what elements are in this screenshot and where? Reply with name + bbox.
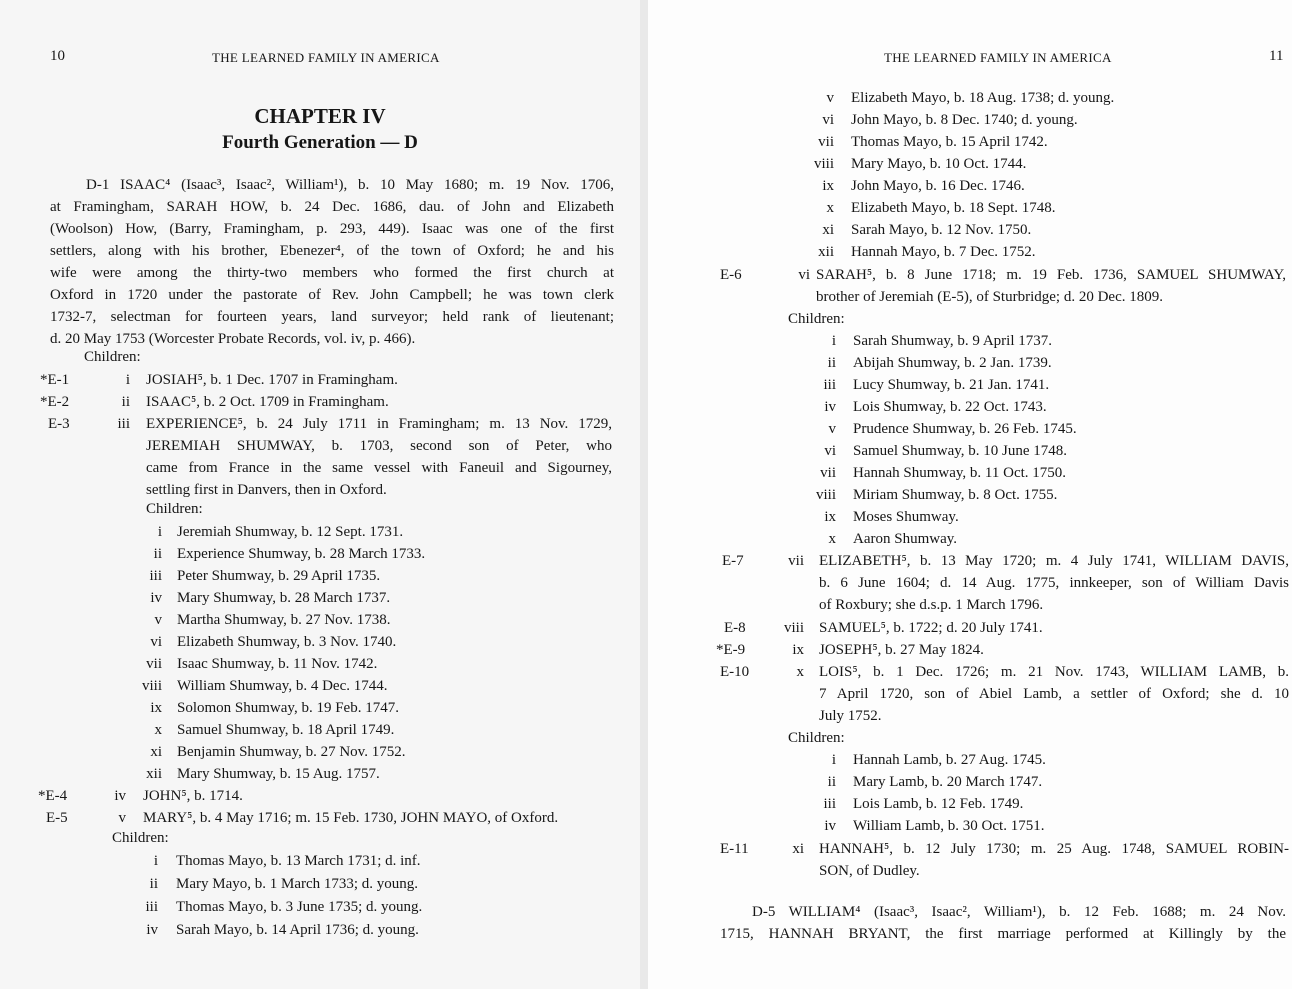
child-text: Peter Shumway, b. 29 April 1735. [177, 568, 381, 584]
entry-id: E-10 [720, 664, 750, 680]
child-text: Mary Shumway, b. 15 Aug. 1757. [177, 766, 380, 782]
entry-id: *E-2 [40, 394, 70, 410]
d1-line-8: d. 20 May 1753 (Worcester Probate Records, vol. iv, p. 466). [50, 331, 416, 347]
roman-numeral: xi [822, 222, 834, 238]
e3-line-2: JEREMIAH SHUMWAY, b. 1703, second son of Peter, who [146, 438, 612, 454]
running-head-right: THE LEARNED FAMILY IN AMERICA [884, 50, 1112, 65]
child-text: Aaron Shumway. [853, 531, 958, 547]
d1-line-2: at Framingham, SARAH HOW, b. 24 Dec. 1686, dau. of John and Elizabeth [50, 199, 614, 215]
d1-line-1: D-1 ISAAC⁴ (Isaac³, Isaac², William¹), b. 10 May 1680; m. 19 Nov. 1706, [86, 177, 614, 193]
roman-numeral: ix [150, 700, 162, 716]
roman-numeral: viii [815, 487, 836, 503]
child-text: Sarah Mayo, b. 12 Nov. 1750. [851, 222, 1032, 238]
entry-text: ISAAC⁵, b. 2 Oct. 1709 in Framingham. [146, 394, 389, 410]
child-text: Thomas Mayo, b. 15 April 1742. [851, 134, 1048, 150]
roman-numeral: ii [827, 355, 836, 371]
e10-line-2: 7 April 1720, son of Abiel Lamb, a settler of Oxford; she d. 10 [819, 686, 1289, 702]
d1-line-6: Oxford in 1720 under the pastorate of Rev. John Campbell; he was town clerk [50, 287, 614, 303]
roman-numeral: xii [146, 766, 162, 782]
page-number-right: 11 [1269, 48, 1284, 64]
child-text: Jeremiah Shumway, b. 12 Sept. 1731. [177, 524, 404, 540]
child-text: Sarah Shumway, b. 9 April 1737. [853, 333, 1053, 349]
roman-numeral: xii [818, 244, 834, 260]
d1-line-7: 1732-7, selectman for fourteen years, land surveyor; held rank of lieutenant; [50, 309, 614, 325]
roman-numeral: ii [827, 774, 836, 790]
child-text: Elizabeth Mayo, b. 18 Sept. 1748. [851, 200, 1056, 216]
entry-id: E-8 [724, 620, 746, 636]
running-head-left: THE LEARNED FAMILY IN AMERICA [212, 50, 440, 65]
roman-numeral: ix [822, 178, 834, 194]
roman-numeral: v [118, 810, 126, 826]
child-text: Elizabeth Mayo, b. 18 Aug. 1738; d. young. [851, 90, 1115, 106]
entry-id: *E-4 [38, 788, 68, 804]
entry-id: *E-9 [716, 642, 746, 658]
roman-numeral: i [157, 524, 162, 540]
roman-numeral: vii [818, 134, 834, 150]
roman-numeral: viii [783, 620, 804, 636]
roman-numeral: i [831, 752, 836, 768]
entry-text: MARY⁵, b. 4 May 1716; m. 15 Feb. 1730, JOHN MAYO, of Oxford. [143, 810, 559, 826]
roman-numeral: v [828, 421, 836, 437]
left-page [0, 0, 640, 989]
roman-numeral: iv [824, 399, 836, 415]
chapter-subtitle: Fourth Generation — D [222, 132, 418, 153]
e11-line-1: HANNAH⁵, b. 12 July 1730; m. 25 Aug. 1748, SAMUEL ROBIN- [819, 841, 1289, 857]
roman-numeral: iv [824, 818, 836, 834]
child-text: Thomas Mayo, b. 13 March 1731; d. inf. [176, 853, 421, 869]
child-text: Hannah Lamb, b. 27 Aug. 1745. [853, 752, 1046, 768]
d5-line-1: D-5 WILLIAM⁴ (Isaac³, Isaac², William¹), b. 12 Feb. 1688; m. 24 Nov. [752, 904, 1286, 920]
d1-line-3: (Woolson) How, (Barry, Framingham, p. 293, 449). Isaac was one of the first [50, 221, 614, 237]
page-number-left: 10 [50, 48, 65, 64]
child-text: Mary Mayo, b. 10 Oct. 1744. [851, 156, 1027, 172]
child-text: Lucy Shumway, b. 21 Jan. 1741. [853, 377, 1050, 393]
roman-numeral: iii [117, 416, 130, 432]
children-label: Children: [788, 311, 845, 327]
child-text: Benjamin Shumway, b. 27 Nov. 1752. [177, 744, 406, 760]
e6-line-1: SARAH⁵, b. 8 June 1718; m. 19 Feb. 1736, SAMUEL SHUMWAY, [816, 267, 1286, 283]
child-text: Elizabeth Shumway, b. 3 Nov. 1740. [177, 634, 397, 650]
roman-numeral: vi [798, 267, 810, 283]
roman-numeral: ii [153, 546, 162, 562]
children-label: Children: [146, 501, 203, 517]
roman-numeral: viii [141, 678, 162, 694]
e3-line-1: EXPERIENCE⁵, b. 24 July 1711 in Framingham; m. 13 Nov. 1729, [146, 416, 612, 432]
child-text: Samuel Shumway, b. 18 April 1749. [177, 722, 395, 738]
entry-text: SAMUEL⁵, b. 1722; d. 20 July 1741. [819, 620, 1043, 636]
e10-line-1: LOIS⁵, b. 1 Dec. 1726; m. 21 Nov. 1743, WILLIAM LAMB, b. [819, 664, 1289, 680]
roman-numeral: ii [149, 876, 158, 892]
entry-id: E-6 [720, 267, 742, 283]
entry-text: JOHN⁵, b. 1714. [143, 788, 243, 804]
roman-numeral: vi [824, 443, 836, 459]
roman-numeral: x [796, 664, 804, 680]
d1-line-4: settlers, along with his brother, Ebenezer⁴, of the town of Oxford; he and his [50, 243, 614, 259]
child-text: Prudence Shumway, b. 26 Feb. 1745. [853, 421, 1077, 437]
roman-numeral: x [828, 531, 836, 547]
roman-numeral: i [831, 333, 836, 349]
e3-line-4: settling first in Danvers, then in Oxford. [146, 482, 387, 498]
children-label: Children: [84, 349, 141, 365]
chapter-title: CHAPTER IV [254, 104, 386, 128]
e7-line-1: ELIZABETH⁵, b. 13 May 1720; m. 4 July 1741, WILLIAM DAVIS, [819, 553, 1289, 569]
roman-numeral: xi [792, 841, 804, 857]
child-text: Experience Shumway, b. 28 March 1733. [177, 546, 426, 562]
child-text: Martha Shumway, b. 27 Nov. 1738. [177, 612, 391, 628]
child-text: William Lamb, b. 30 Oct. 1751. [853, 818, 1045, 834]
right-page [648, 0, 1292, 989]
children-label: Children: [112, 830, 169, 846]
e11-line-2: SON, of Dudley. [819, 863, 920, 879]
child-text: Sarah Mayo, b. 14 April 1736; d. young. [176, 922, 419, 938]
child-text: Samuel Shumway, b. 10 June 1748. [853, 443, 1068, 459]
child-text: William Shumway, b. 4 Dec. 1744. [177, 678, 388, 694]
e7-line-2: b. 6 June 1604; d. 14 Aug. 1775, innkeeper, son of William Davis [819, 575, 1289, 591]
child-text: John Mayo, b. 16 Dec. 1746. [851, 178, 1025, 194]
roman-numeral: ii [121, 394, 130, 410]
roman-numeral: vii [146, 656, 162, 672]
e7-line-3: of Roxbury; she d.s.p. 1 March 1796. [819, 597, 1044, 613]
child-text: Lois Shumway, b. 22 Oct. 1743. [853, 399, 1047, 415]
entry-id: E-3 [48, 416, 70, 432]
roman-numeral: vii [820, 465, 836, 481]
roman-numeral: ix [824, 509, 836, 525]
roman-numeral: xi [150, 744, 162, 760]
entry-id: E-7 [722, 553, 744, 569]
roman-numeral: vii [788, 553, 804, 569]
roman-numeral: vi [150, 634, 162, 650]
roman-numeral: iii [149, 568, 162, 584]
book-gutter [640, 0, 648, 989]
child-text: Thomas Mayo, b. 3 June 1735; d. young. [176, 899, 423, 915]
entry-id: E-11 [720, 841, 749, 857]
child-text: Hannah Mayo, b. 7 Dec. 1752. [851, 244, 1036, 260]
roman-numeral: vi [822, 112, 834, 128]
child-text: Solomon Shumway, b. 19 Feb. 1747. [177, 700, 399, 716]
roman-numeral: i [125, 372, 130, 388]
child-text: Miriam Shumway, b. 8 Oct. 1755. [853, 487, 1058, 503]
child-text: Moses Shumway. [853, 509, 959, 525]
roman-numeral: viii [813, 156, 834, 172]
roman-numeral: iv [114, 788, 126, 804]
roman-numeral: iii [145, 899, 158, 915]
roman-numeral: x [826, 200, 834, 216]
roman-numeral: iv [146, 922, 158, 938]
roman-numeral: iii [823, 796, 836, 812]
child-text: Mary Lamb, b. 20 March 1747. [853, 774, 1043, 790]
e10-line-3: July 1752. [819, 708, 882, 724]
d1-line-5: wife were among the thirty-two members who formed the first church at [50, 265, 614, 281]
entry-text: JOSIAH⁵, b. 1 Dec. 1707 in Framingham. [146, 372, 398, 388]
children-label: Children: [788, 730, 845, 746]
d5-line-2: 1715, HANNAH BRYANT, the first marriage performed at Killingly by the [720, 926, 1286, 942]
roman-numeral: x [154, 722, 162, 738]
child-text: Hannah Shumway, b. 11 Oct. 1750. [853, 465, 1067, 481]
child-text: Mary Shumway, b. 28 March 1737. [177, 590, 391, 606]
e6-line-2: brother of Jeremiah (E-5), of Sturbridge; d. 20 Dec. 1809. [816, 289, 1163, 305]
roman-numeral: v [154, 612, 162, 628]
entry-id: E-5 [46, 810, 68, 826]
e3-line-3: came from France in the same vessel with Faneuil and Sigourney, [146, 460, 612, 476]
entry-text: JOSEPH⁵, b. 27 May 1824. [819, 642, 984, 658]
child-text: Isaac Shumway, b. 11 Nov. 1742. [177, 656, 378, 672]
child-text: Lois Lamb, b. 12 Feb. 1749. [853, 796, 1024, 812]
child-text: Abijah Shumway, b. 2 Jan. 1739. [853, 355, 1052, 371]
roman-numeral: iii [823, 377, 836, 393]
entry-id: *E-1 [40, 372, 70, 388]
roman-numeral: v [826, 90, 834, 106]
roman-numeral: i [153, 853, 158, 869]
child-text: Mary Mayo, b. 1 March 1733; d. young. [176, 876, 419, 892]
roman-numeral: iv [150, 590, 162, 606]
roman-numeral: ix [792, 642, 804, 658]
child-text: John Mayo, b. 8 Dec. 1740; d. young. [851, 112, 1078, 128]
